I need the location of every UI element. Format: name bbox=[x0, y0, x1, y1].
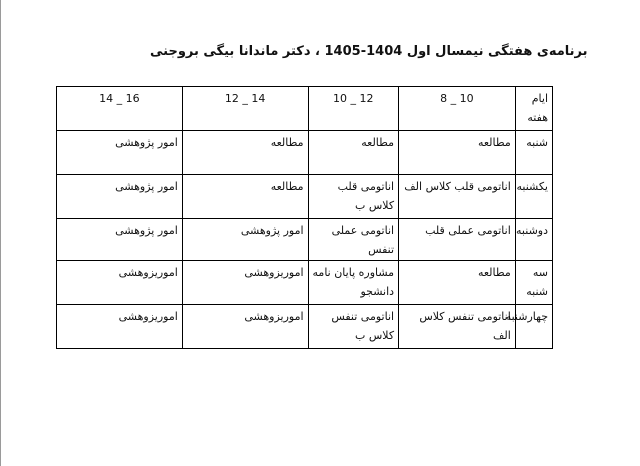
table-row bbox=[57, 175, 553, 219]
schedule-cell: امور پژوهشی bbox=[57, 219, 183, 261]
schedule-cell: مطالعه bbox=[399, 131, 516, 175]
page-edge bbox=[0, 0, 1, 466]
table-row bbox=[57, 131, 553, 175]
schedule-cell: اموریزوهشی bbox=[57, 261, 183, 305]
schedule-cell: اموریزوهشی bbox=[182, 261, 308, 305]
header-time-cell: 10 _ 8 bbox=[399, 87, 516, 131]
schedule-cell: اموریزوهشی bbox=[57, 305, 183, 349]
schedule-cell: اناتومی عملی تنفس bbox=[308, 219, 399, 261]
schedule-cell: اناتومی عملی قلب bbox=[399, 219, 516, 261]
schedule-cell: امور پژوهشی bbox=[57, 175, 183, 219]
schedule-cell: مطالعه bbox=[399, 261, 516, 305]
schedule-cell: مطالعه bbox=[182, 175, 308, 219]
header-time-cell: 16 _ 14 bbox=[57, 87, 183, 131]
table-header-row bbox=[57, 87, 553, 131]
schedule-cell: مشاوره پایان نامه دانشجو bbox=[308, 261, 399, 305]
weekly-schedule-table bbox=[56, 86, 553, 349]
schedule-cell: امور پژوهشی bbox=[182, 219, 308, 261]
schedule-cell: اناتومی قلب کلاس ب bbox=[308, 175, 399, 219]
schedule-cell: مطالعه bbox=[308, 131, 399, 175]
table-row bbox=[57, 305, 553, 349]
header-day-cell: ایام هفته bbox=[515, 87, 552, 131]
day-cell: دوشنبه bbox=[515, 219, 552, 261]
day-cell: سه شنبه bbox=[515, 261, 552, 305]
schedule-cell: امور پژوهشی bbox=[57, 131, 183, 175]
schedule-cell: مطالعه bbox=[182, 131, 308, 175]
schedule-cell: اموریزوهشی bbox=[182, 305, 308, 349]
header-time-cell: 12 _ 10 bbox=[308, 87, 399, 131]
page-title: برنامه‌ی هفتگی نیمسال اول 1404-1405 ، دکتر ماندانا بیگی بروجنی bbox=[150, 44, 588, 59]
schedule-cell: اناتومی قلب کلاس الف bbox=[399, 175, 516, 219]
day-cell: یکشنبه bbox=[515, 175, 552, 219]
table-row bbox=[57, 219, 553, 261]
table-row bbox=[57, 261, 553, 305]
header-time-cell: 14 _ 12 bbox=[182, 87, 308, 131]
schedule-cell: اناتومی تنفس کلاس ب bbox=[308, 305, 399, 349]
schedule-cell: اناتومی تنفس کلاس الف bbox=[399, 305, 516, 349]
day-cell: شنبه bbox=[515, 131, 552, 175]
day-cell: چهارشنبه bbox=[515, 305, 552, 349]
